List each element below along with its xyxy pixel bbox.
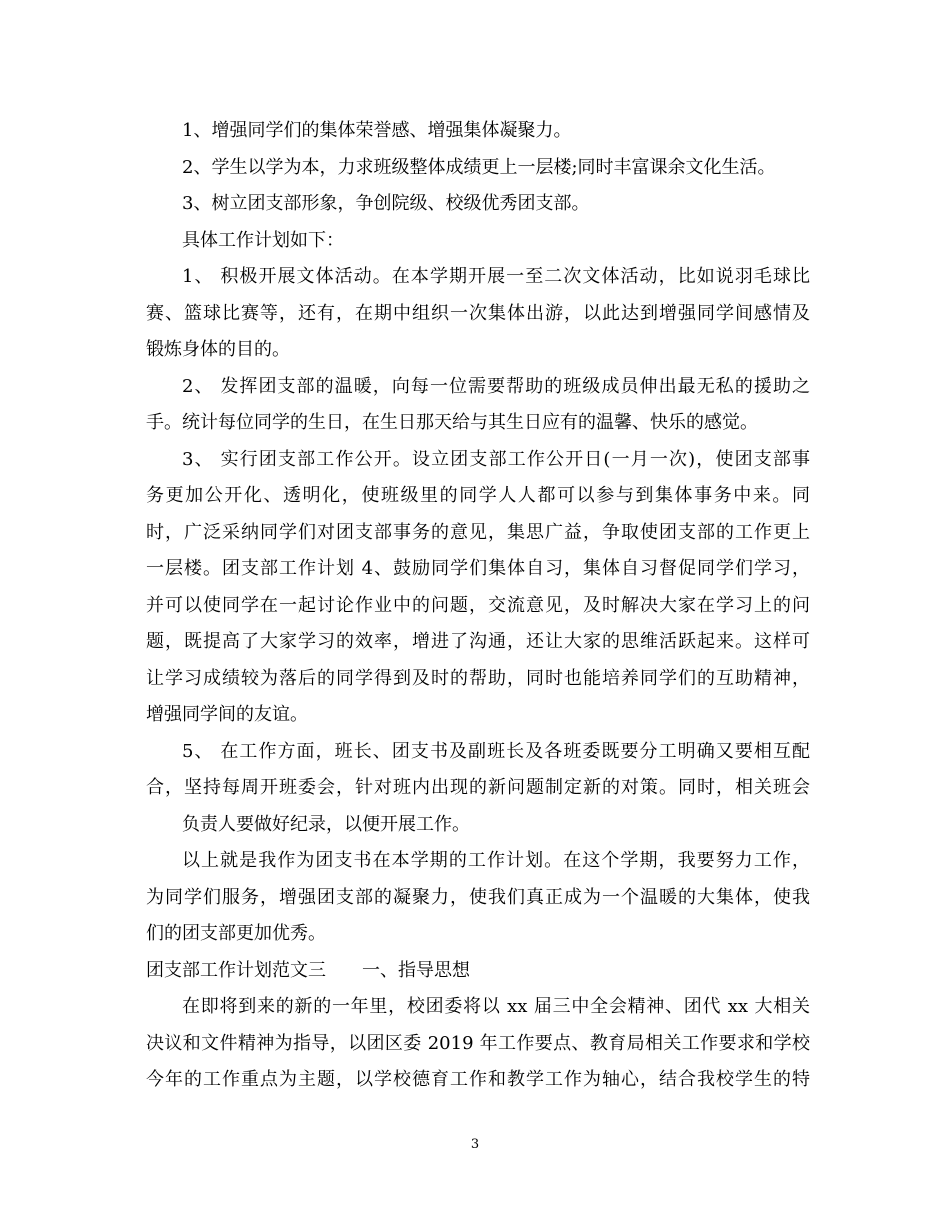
text-line: 务更加公开化、透明化，使班级里的同学人人都可以参与到集体事务中来。同 [146, 485, 810, 506]
text-line: 具体工作计划如下： [182, 229, 344, 251]
text-line: 今年的工作重点为主题，以学校德育工作和教学工作为轴心，结合我校学生的特 [146, 1069, 810, 1090]
text-line: 手。统计每位同学的生日，在生日那天给与其生日应有的温馨、快乐的感觉。 [146, 412, 758, 433]
text-line: 决议和文件精神为指导，以团区委 2019 年工作要点、教育局相关工作要求和学校 [146, 1032, 810, 1054]
document-body [146, 113, 810, 1099]
text-line: 1、增强同学们的集体荣誉感、增强集体凝聚力。 [182, 120, 572, 141]
text-line: 以上就是我作为团支书在本学期的工作计划。在这个学期，我要努力工作， [182, 850, 810, 871]
text-line: 并可以使同学在一起讨论作业中的问题，交流意见，及时解决大家在学习上的问 [146, 594, 810, 616]
text-line: 增强同学间的友谊。 [146, 704, 308, 725]
text-line: 让学习成绩较为落后的同学得到及时的帮助，同时也能培养同学们的互助精神， [146, 667, 810, 689]
page-number: 3 [470, 1137, 480, 1152]
section-heading: 团支部工作计划范文三 一、指导思想 [146, 959, 470, 981]
text-line: 2、 发挥团支部的温暖，向每一位需要帮助的班级成员伸出最无私的援助之 [182, 375, 810, 397]
text-line: 3、 实行团支部工作公开。设立团支部工作公开日(一月一次)，使团支部事 [182, 448, 810, 470]
text-line: 合，坚持每周开班委会，针对班内出现的新问题制定新的对策。同时，相关班会 [146, 777, 810, 798]
text-line: 1、 积极开展文体活动。在本学期开展一至二次文体活动，比如说羽毛球比 [182, 266, 810, 287]
text-line: 锻炼身体的目的。 [146, 339, 290, 360]
text-line: 题，既提高了大家学习的效率，增进了沟通，还让大家的思维活跃起来。这样可 [146, 631, 810, 652]
text-line: 2、学生以学为本，力求班级整体成绩更上一层楼;同时丰富课余文化生活。 [182, 156, 776, 178]
text-line: 赛、篮球比赛等，还有，在期中组织一次集体出游，以此达到增强同学间感情及 [146, 302, 810, 324]
text-line: 在即将到来的新的一年里，校团委将以 xx 届三中全会精神、团代 xx 大相关 [182, 996, 810, 1017]
text-line: 负责人要做好纪录，以便开展工作。 [182, 813, 470, 835]
text-line: 为同学们服务，增强团支部的凝聚力，使我们真正成为一个温暖的大集体，使我 [146, 886, 810, 908]
text-line: 3、树立团支部形象，争创院级、校级优秀团支部。 [182, 193, 590, 214]
text-line: 5、 在工作方面，班长、团支书及副班长及各班委既要分工明确又要相互配 [182, 740, 810, 762]
text-line: 们的团支部更加优秀。 [146, 923, 326, 944]
text-line: 时，广泛采纳同学们对团支部事务的意见，集思广益，争取使团支部的工作更上 [146, 521, 810, 543]
text-line: 一层楼。团支部工作计划 4、鼓励同学们集体自习，集体自习督促同学们学习， [146, 558, 810, 579]
